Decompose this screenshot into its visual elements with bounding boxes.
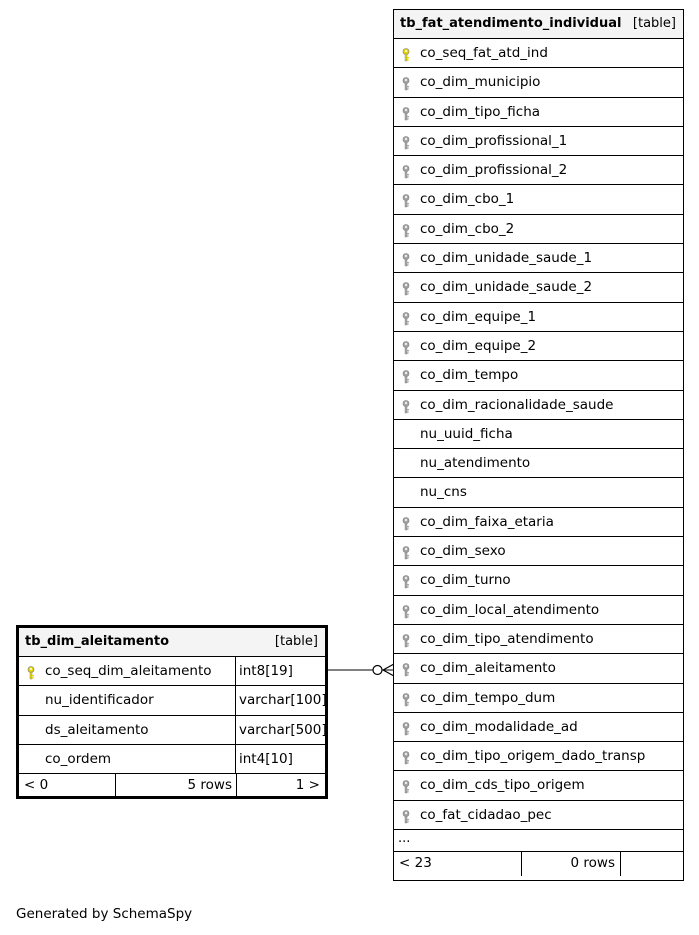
- column-row[interactable]: [394, 244, 683, 273]
- column-row[interactable]: [394, 98, 683, 127]
- column-row[interactable]: [394, 801, 683, 830]
- footer-left: < 23: [399, 855, 432, 872]
- foreign-key-icon: [401, 106, 411, 120]
- table-kind: [table]: [632, 16, 676, 31]
- column-name: co_dim_cbo_2: [420, 220, 515, 237]
- foreign-key-icon: [401, 311, 411, 325]
- column-name: co_dim_equipe_2: [420, 337, 537, 354]
- footer-row-count: 0 rows: [570, 855, 615, 872]
- foreign-key-icon: [401, 340, 411, 354]
- column-name: co_seq_fat_atd_ind: [420, 45, 548, 61]
- column-name: nu_cns: [420, 484, 467, 501]
- foreign-key-icon: [401, 76, 411, 90]
- foreign-key-icon: [401, 574, 411, 588]
- foreign-key-icon: [401, 399, 411, 413]
- column-name: nu_identificador: [45, 692, 154, 709]
- column-row[interactable]: [394, 771, 683, 800]
- column-name: co_dim_unidade_saude_2: [420, 279, 593, 296]
- table-header: [394, 10, 683, 39]
- column-name: co_dim_faixa_etaria: [420, 513, 554, 530]
- foreign-key-icon: [401, 809, 411, 823]
- column-name: co_fat_cidadao_pec: [420, 806, 552, 823]
- column-name: co_dim_tipo_atendimento: [420, 630, 594, 647]
- footer-divider: [521, 852, 522, 876]
- foreign-key-icon: [401, 545, 411, 559]
- foreign-key-icon: [401, 281, 411, 295]
- table-header: [19, 628, 325, 657]
- column-name: co_dim_tipo_ficha: [420, 103, 541, 120]
- column-row[interactable]: [394, 449, 683, 478]
- column-name: co_dim_unidade_saude_1: [420, 250, 593, 267]
- table-footer: [19, 774, 325, 798]
- column-row[interactable]: [19, 686, 325, 715]
- footer-divider: [620, 852, 621, 876]
- column-row[interactable]: [394, 537, 683, 566]
- column-name: co_dim_racionalidade_saude: [420, 396, 614, 413]
- column-name: co_dim_tempo_dum: [420, 689, 556, 706]
- column-name: co_dim_cds_tipo_origem: [420, 777, 585, 794]
- column-row[interactable]: [394, 332, 683, 361]
- table-name[interactable]: tb_fat_atendimento_individual: [400, 16, 622, 31]
- column-type: int8[19]: [235, 657, 293, 685]
- column-row[interactable]: [394, 654, 683, 683]
- column-row[interactable]: [394, 420, 683, 449]
- foreign-key-icon: [401, 516, 411, 530]
- column-row[interactable]: [394, 478, 683, 507]
- column-row[interactable]: [394, 713, 683, 742]
- footer-divider: [236, 774, 237, 798]
- column-row[interactable]: [394, 303, 683, 332]
- column-name: co_dim_profissional_1: [420, 132, 568, 149]
- foreign-key-icon: [401, 692, 411, 706]
- more-columns-ellipsis: ...: [394, 830, 683, 852]
- column-row[interactable]: [394, 508, 683, 537]
- column-row[interactable]: [394, 596, 683, 625]
- column-name: co_dim_modalidade_ad: [420, 718, 578, 735]
- column-row[interactable]: [394, 156, 683, 185]
- foreign-key-icon: [401, 779, 411, 793]
- foreign-key-icon: [401, 369, 411, 383]
- column-row[interactable]: [394, 742, 683, 771]
- column-name: co_dim_cbo_1: [420, 191, 515, 208]
- table-tb-dim-aleitamento[interactable]: [16, 625, 328, 799]
- column-name: co_dim_equipe_1: [420, 308, 537, 325]
- table-footer: [394, 852, 683, 876]
- column-name: co_dim_municipio: [420, 74, 541, 91]
- table-tb-fat-atendimento-individual[interactable]: [393, 9, 684, 881]
- foreign-key-icon: [401, 164, 411, 178]
- optional-circle-marker: [373, 666, 382, 675]
- footer-left: < 0: [24, 777, 49, 794]
- footer-divider: [115, 774, 116, 798]
- footer-row-count: 5 rows: [187, 777, 232, 794]
- column-name: co_dim_turno: [420, 572, 511, 589]
- foreign-key-icon: [401, 662, 411, 676]
- column-type: varchar[100]: [235, 686, 327, 714]
- foreign-key-icon: [401, 750, 411, 764]
- foreign-key-icon: [401, 721, 411, 735]
- foreign-key-icon: [401, 223, 411, 237]
- column-name: co_dim_local_atendimento: [420, 601, 600, 618]
- column-name: co_dim_aleitamento: [420, 660, 556, 677]
- column-row[interactable]: [394, 215, 683, 244]
- column-name: co_seq_dim_aleitamento: [45, 663, 212, 679]
- table-kind: [table]: [274, 634, 318, 649]
- column-row[interactable]: [394, 361, 683, 390]
- column-row[interactable]: [394, 68, 683, 97]
- column-name: co_dim_tempo: [420, 367, 519, 384]
- column-row[interactable]: [394, 273, 683, 302]
- column-row[interactable]: [394, 39, 683, 68]
- column-name: co_ordem: [45, 750, 112, 767]
- column-name: co_dim_tipo_origem_dado_transp: [420, 748, 646, 765]
- column-row[interactable]: [19, 716, 325, 745]
- column-row[interactable]: [394, 625, 683, 654]
- column-type: varchar[500]: [235, 716, 327, 744]
- column-name: co_dim_sexo: [420, 543, 506, 560]
- column-name: ds_aleitamento: [45, 721, 149, 738]
- column-name: nu_atendimento: [420, 455, 531, 472]
- foreign-key-icon: [401, 604, 411, 618]
- foreign-key-icon: [401, 252, 411, 266]
- column-row[interactable]: [394, 185, 683, 214]
- column-name: nu_uuid_ficha: [420, 425, 513, 442]
- primary-key-icon: [26, 665, 36, 679]
- column-row[interactable]: [394, 127, 683, 156]
- foreign-key-icon: [401, 633, 411, 647]
- column-row[interactable]: [394, 566, 683, 595]
- footer-right: 1 >: [295, 777, 320, 794]
- foreign-key-icon: [401, 135, 411, 149]
- column-type: int4[10]: [235, 745, 293, 773]
- column-name: co_dim_profissional_2: [420, 162, 568, 179]
- column-row[interactable]: [394, 391, 683, 420]
- column-row[interactable]: [19, 745, 325, 774]
- table-name[interactable]: tb_dim_aleitamento: [25, 634, 170, 649]
- column-row[interactable]: [394, 684, 683, 713]
- column-row[interactable]: [19, 657, 325, 686]
- generated-by-text: Generated by SchemaSpy: [16, 906, 193, 922]
- foreign-key-icon: [401, 193, 411, 207]
- primary-key-icon: [401, 47, 411, 61]
